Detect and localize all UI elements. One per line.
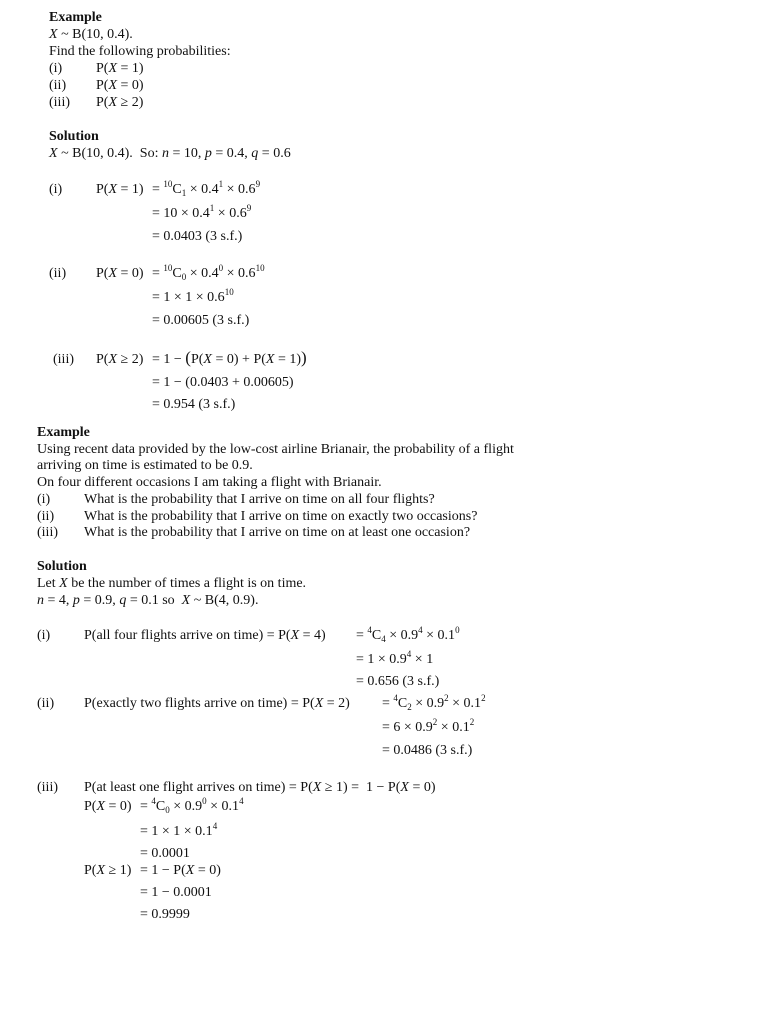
example-2-text: On four different occasions I am taking a flight with Brianair. bbox=[37, 475, 382, 490]
solution-1-iii-result: = 0.954 (3 s.f.) bbox=[152, 397, 236, 412]
solution-2-iii-p0-step1: = $^4C_0 \times 0.9^0 \times 0.1^4$ bbox=[140, 796, 244, 815]
solution-1-heading: Solution bbox=[49, 129, 99, 144]
example-2-heading: Example bbox=[37, 425, 90, 440]
solution-2-iii-p0-result: = 0.0001 bbox=[140, 846, 190, 861]
solution-2-i-result: = 0.656 (3 s.f.) bbox=[356, 674, 440, 689]
solution-1-iii-step2: = 1 − (0.0403 + 0.00605) bbox=[152, 375, 294, 390]
solution-2-iii-label: (iii) bbox=[37, 780, 58, 795]
example-2-question-label: (iii) bbox=[37, 525, 58, 540]
solution-2-ii-text: P(exactly two flights arrive on time) = P(X = 2) bbox=[84, 696, 350, 711]
solution-1-iii-step1: = 1 − (P(X = 0) + P(X = 1)) bbox=[152, 348, 307, 367]
solution-1-params: X ~ B(10, 0.4). So: n = 10, p = 0.4, q = 0.6 bbox=[49, 146, 291, 161]
solution-1-i-result: = 0.0403 (3 s.f.) bbox=[152, 229, 243, 244]
example-2-question-label: (ii) bbox=[37, 509, 55, 524]
example-1-part-label: (ii) bbox=[49, 78, 67, 93]
solution-1-i-label: (i) bbox=[49, 182, 63, 197]
solution-1-iii-label: (iii) bbox=[53, 352, 74, 367]
solution-1-ii-lhs: P(X = 0) bbox=[96, 266, 144, 281]
solution-2-i-step2: = $1 \times 0.9^4 \times 1$ bbox=[356, 649, 434, 667]
solution-2-i-label: (i) bbox=[37, 628, 51, 643]
example-1-part-label: (iii) bbox=[49, 95, 70, 110]
solution-2-iii-p0-step2: = $1 \times 1 \times 0.1^4$ bbox=[140, 821, 218, 839]
solution-2-ii-step2: = $6 \times 0.9^2 \times 0.1^2$ bbox=[382, 717, 475, 735]
solution-1-ii-result: = 0.00605 (3 s.f.) bbox=[152, 313, 250, 328]
solution-1-ii-step1: = $^{10}C_0 \times 0.4^0 \times 0.6^{10}$ bbox=[152, 263, 265, 282]
example-1-part-label: (i) bbox=[49, 61, 63, 76]
solution-1-i-lhs: P(X = 1) bbox=[96, 182, 144, 197]
solution-1-i-step2: = $10 \times 0.4^1 \times 0.6^9$ bbox=[152, 203, 252, 221]
solution-2-text: Let X be the number of times a flight is on time. bbox=[37, 576, 307, 591]
example-1-part-expr: P(X = 1) bbox=[96, 61, 144, 76]
solution-2-ii-result: = 0.0486 (3 s.f.) bbox=[382, 743, 473, 758]
solution-2-text: n = 4, p = 0.9, q = 0.1 so X ~ B(4, 0.9). bbox=[37, 593, 259, 608]
solution-2-heading: Solution bbox=[37, 559, 87, 574]
example-1-prompt: Find the following probabilities: bbox=[49, 44, 231, 59]
solution-2-iii-p1-result: = 0.9999 bbox=[140, 907, 190, 922]
example-2-question-text: What is the probability that I arrive on time on all four flights? bbox=[84, 492, 435, 507]
solution-2-ii-step1: = $^4C_2 \times 0.9^2 \times 0.1^2$ bbox=[382, 693, 486, 712]
example-1-heading: Example bbox=[49, 10, 102, 25]
solution-1-ii-step2: = $1 \times 1 \times 0.6^{10}$ bbox=[152, 287, 234, 305]
solution-1-i-step1: = $^{10}C_1 \times 0.4^1 \times 0.6^9$ bbox=[152, 179, 261, 198]
solution-2-iii-p1-step2: = 1 − 0.0001 bbox=[140, 885, 212, 900]
solution-2-iii-text: P(at least one flight arrives on time) = P(X ≥ 1) = 1 − P(X = 0) bbox=[84, 780, 436, 795]
solution-2-iii-p0-lhs: P(X = 0) bbox=[84, 799, 132, 814]
example-2-question-label: (i) bbox=[37, 492, 51, 507]
solution-2-i-step1: = $^4C_4 \times 0.9^4 \times 0.1^0$ bbox=[356, 625, 460, 644]
example-2-text: Using recent data provided by the low-cost airline Brianair, the probability of a flight bbox=[37, 442, 514, 457]
example-2-question-text: What is the probability that I arrive on time on at least one occasion? bbox=[84, 525, 471, 540]
solution-2-ii-label: (ii) bbox=[37, 696, 55, 711]
solution-2-iii-p1-step1: = 1 − P(X = 0) bbox=[140, 863, 221, 878]
example-1-part-expr: P(X = 0) bbox=[96, 78, 144, 93]
solution-2-i-text: P(all four flights arrive on time) = P(X = 4) bbox=[84, 628, 326, 643]
example-1-part-expr: P(X ≥ 2) bbox=[96, 95, 144, 110]
example-2-question-text: What is the probability that I arrive on time on exactly two occasions? bbox=[84, 509, 478, 524]
example-1-distribution: X ~ B(10, 0.4). bbox=[49, 27, 133, 42]
solution-1-ii-label: (ii) bbox=[49, 266, 67, 281]
solution-1-iii-lhs: P(X ≥ 2) bbox=[96, 352, 144, 367]
example-2-text: arriving on time is estimated to be 0.9. bbox=[37, 458, 253, 473]
solution-2-iii-p1-lhs: P(X ≥ 1) bbox=[84, 863, 132, 878]
